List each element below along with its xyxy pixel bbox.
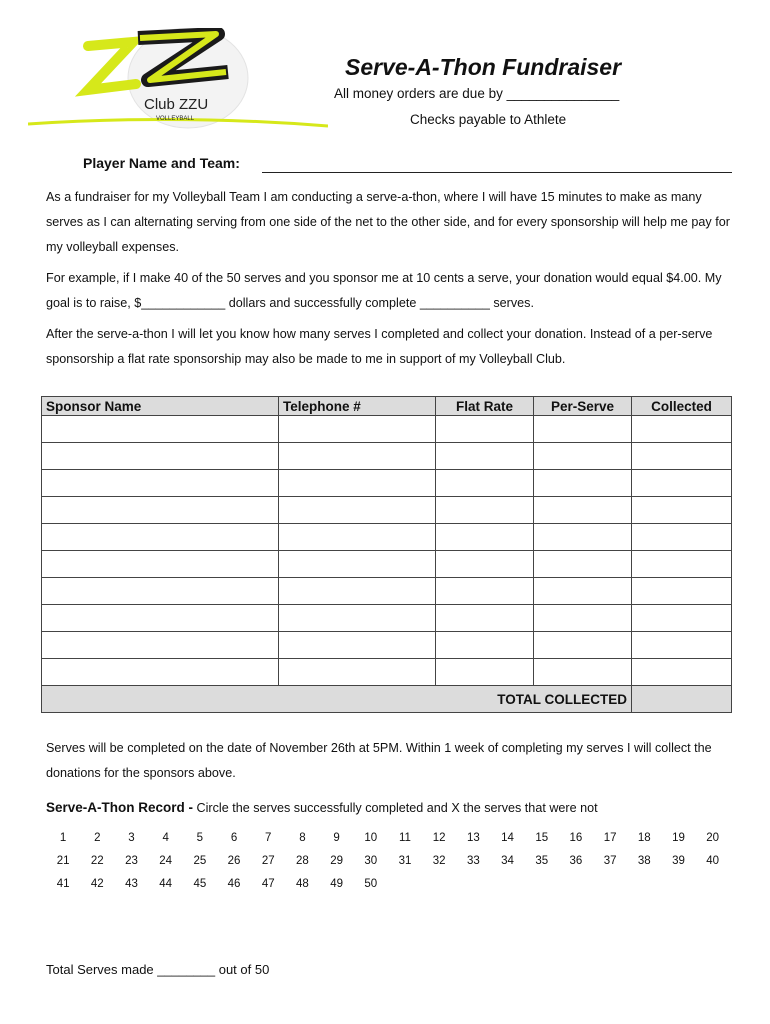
serve-number[interactable]: 26 xyxy=(227,855,241,867)
total-serves-line: Total Serves made ________ out of 50 xyxy=(46,962,270,977)
sponsor-name-cell[interactable] xyxy=(42,578,279,605)
club-zzu-logo xyxy=(28,28,328,130)
collected-cell[interactable] xyxy=(632,605,732,632)
serve-number[interactable]: 42 xyxy=(90,878,104,890)
per-serve-cell[interactable] xyxy=(534,605,632,632)
telephone-cell[interactable] xyxy=(279,470,436,497)
header-collected: Collected xyxy=(632,397,732,416)
record-text: Circle the serves successfully completed and X the serves that were not xyxy=(193,801,598,815)
telephone-cell[interactable] xyxy=(279,578,436,605)
per-serve-cell[interactable] xyxy=(534,632,632,659)
serve-number[interactable]: 11 xyxy=(398,832,411,844)
serve-record-grid xyxy=(46,832,730,901)
table-row xyxy=(42,416,732,443)
serve-number[interactable]: 18 xyxy=(637,832,651,844)
flat-rate-cell[interactable] xyxy=(436,470,534,497)
per-serve-cell[interactable] xyxy=(534,416,632,443)
total-collected-cell[interactable] xyxy=(632,686,732,713)
serve-row xyxy=(46,855,730,878)
serve-row xyxy=(46,832,730,855)
per-serve-cell[interactable] xyxy=(534,578,632,605)
per-serve-cell[interactable] xyxy=(534,443,632,470)
example-paragraph: For example, if I make 40 of the 50 serves and you sponsor me at 10 cents a serve, your donation would equal $4.00. My goal is to raise, $____________ dollars and successfully complete __________ serves. xyxy=(46,271,722,310)
serve-number[interactable]: 27 xyxy=(261,855,275,867)
page-title: Serve-A-Thon Fundraiser xyxy=(345,54,622,80)
sponsor-name-cell[interactable] xyxy=(42,416,279,443)
serve-number[interactable]: 35 xyxy=(535,855,549,867)
telephone-cell[interactable] xyxy=(279,551,436,578)
table-row xyxy=(42,524,732,551)
serve-number[interactable]: 4 xyxy=(162,832,169,844)
player-name-field[interactable] xyxy=(262,172,732,173)
collected-cell[interactable] xyxy=(632,578,732,605)
telephone-cell[interactable] xyxy=(279,416,436,443)
serve-number[interactable]: 30 xyxy=(364,855,378,867)
serve-number[interactable]: 21 xyxy=(56,855,70,867)
flat-rate-cell[interactable] xyxy=(436,416,534,443)
flat-rate-cell[interactable] xyxy=(436,551,534,578)
serve-number[interactable]: 25 xyxy=(193,855,207,867)
serve-number[interactable]: 22 xyxy=(90,855,104,867)
header-telephone: Telephone # xyxy=(279,397,436,416)
sponsor-name-cell[interactable] xyxy=(42,632,279,659)
per-serve-cell[interactable] xyxy=(534,659,632,686)
serve-number[interactable]: 3 xyxy=(128,832,135,844)
serve-number[interactable]: 17 xyxy=(603,832,617,844)
flat-rate-cell[interactable] xyxy=(436,659,534,686)
serve-number[interactable]: 5 xyxy=(196,832,204,844)
intro-paragraph: As a fundraiser for my Volleyball Team I am conducting a serve-a-thon, where I will have 15 minutes to make as many serves as I can alternating serving from one side of the net to the other side, and for every sponsorship will help me pay for my volleyball expenses. xyxy=(46,190,730,254)
completion-paragraph: Serves will be completed on the date of November 26th at 5PM. Within 1 week of completing my serves I will collect the donations for the sponsors above. xyxy=(46,741,712,780)
table-row xyxy=(42,443,732,470)
sponsor-name-cell[interactable] xyxy=(42,443,279,470)
collected-cell[interactable] xyxy=(632,551,732,578)
serve-number[interactable]: 43 xyxy=(125,878,138,890)
collected-cell[interactable] xyxy=(632,470,732,497)
per-serve-cell[interactable] xyxy=(534,524,632,551)
player-name-label: Player Name and Team: xyxy=(83,155,240,171)
logo-subtext: VOLLEYBALL xyxy=(156,116,195,122)
header-per-serve: Per-Serve xyxy=(534,397,632,416)
serve-number[interactable]: 24 xyxy=(159,855,173,867)
per-serve-cell[interactable] xyxy=(534,497,632,524)
sponsor-name-cell[interactable] xyxy=(42,497,279,524)
table-row xyxy=(42,605,732,632)
serve-number[interactable]: 19 xyxy=(672,832,685,844)
collected-cell[interactable] xyxy=(632,659,732,686)
serve-number[interactable]: 32 xyxy=(432,855,446,867)
table-header-row xyxy=(42,397,732,416)
collected-cell[interactable] xyxy=(632,524,732,551)
serve-number[interactable]: 16 xyxy=(569,832,583,844)
collection-paragraph: After the serve-a-thon I will let you know how many serves I completed and collect your donation. Instead of a per-serve sponsorship a flat rate sponsorship may also be made to me in support of my Volleyball Club. xyxy=(46,327,713,366)
telephone-cell[interactable] xyxy=(279,632,436,659)
due-date-line: All money orders are due by _______________ xyxy=(334,86,620,101)
serve-number[interactable]: 8 xyxy=(299,832,306,844)
telephone-cell[interactable] xyxy=(279,524,436,551)
serve-number[interactable]: 28 xyxy=(296,855,309,867)
serve-number[interactable]: 6 xyxy=(230,832,238,844)
serve-number[interactable]: 44 xyxy=(159,878,173,890)
table-row xyxy=(42,578,732,605)
serve-number[interactable]: 1 xyxy=(59,832,67,844)
serve-number[interactable]: 41 xyxy=(56,878,70,890)
telephone-cell[interactable] xyxy=(279,659,436,686)
serve-number[interactable]: 9 xyxy=(333,832,340,844)
serve-number[interactable]: 47 xyxy=(261,878,275,890)
serve-number[interactable]: 13 xyxy=(466,832,480,844)
sponsor-name-cell[interactable] xyxy=(42,524,279,551)
telephone-cell[interactable] xyxy=(279,443,436,470)
collected-cell[interactable] xyxy=(632,632,732,659)
serve-number[interactable]: 15 xyxy=(535,832,549,844)
record-instruction xyxy=(46,795,736,821)
serve-number[interactable]: 48 xyxy=(296,878,309,890)
sponsor-name-cell[interactable] xyxy=(42,659,279,686)
record-label: Serve-A-Thon Record - xyxy=(46,800,194,815)
serve-number[interactable]: 45 xyxy=(193,878,207,890)
table-row xyxy=(42,632,732,659)
per-serve-cell[interactable] xyxy=(534,470,632,497)
serve-number[interactable]: 33 xyxy=(466,855,480,867)
flat-rate-cell[interactable] xyxy=(436,578,534,605)
serve-number[interactable]: 37 xyxy=(603,855,617,867)
serve-number[interactable]: 20 xyxy=(706,832,720,844)
table-row xyxy=(42,497,732,524)
per-serve-cell[interactable] xyxy=(534,551,632,578)
serve-number[interactable]: 40 xyxy=(706,855,720,867)
total-collected-label: TOTAL COLLECTED xyxy=(42,686,632,713)
serve-number[interactable]: 10 xyxy=(364,832,378,844)
serve-number[interactable]: 7 xyxy=(265,832,272,844)
table-row xyxy=(42,551,732,578)
serve-number[interactable]: 36 xyxy=(569,855,583,867)
serve-number[interactable]: 31 xyxy=(398,855,412,867)
telephone-cell[interactable] xyxy=(279,605,436,632)
table-row xyxy=(42,470,732,497)
collected-cell[interactable] xyxy=(632,497,732,524)
serve-number[interactable]: 2 xyxy=(94,832,101,844)
serve-row xyxy=(46,878,730,901)
serve-number[interactable]: 12 xyxy=(432,832,446,844)
flat-rate-cell[interactable] xyxy=(436,632,534,659)
header-flat-rate: Flat Rate xyxy=(436,397,534,416)
collected-cell[interactable] xyxy=(632,416,732,443)
serve-number[interactable]: 23 xyxy=(125,855,138,867)
payable-line: Checks payable to Athlete xyxy=(410,112,567,127)
serve-number[interactable]: 46 xyxy=(227,878,241,890)
total-row xyxy=(42,686,732,713)
serve-number[interactable]: 39 xyxy=(672,855,685,867)
logo-text: Club ZZU xyxy=(144,96,209,113)
header-sponsor-name: Sponsor Name xyxy=(42,397,279,416)
telephone-cell[interactable] xyxy=(279,497,436,524)
serve-number[interactable]: 34 xyxy=(501,855,514,867)
sponsor-name-cell[interactable] xyxy=(42,551,279,578)
flat-rate-cell[interactable] xyxy=(436,524,534,551)
serve-number[interactable]: 49 xyxy=(330,878,343,890)
sponsor-name-cell[interactable] xyxy=(42,470,279,497)
sponsor-name-cell[interactable] xyxy=(42,605,279,632)
serve-number[interactable]: 29 xyxy=(330,855,343,867)
flat-rate-cell[interactable] xyxy=(436,605,534,632)
flat-rate-cell[interactable] xyxy=(436,443,534,470)
flat-rate-cell[interactable] xyxy=(436,497,534,524)
table-row xyxy=(42,659,732,686)
collected-cell[interactable] xyxy=(632,443,732,470)
serve-number[interactable]: 14 xyxy=(501,832,514,844)
serve-number[interactable]: 38 xyxy=(637,855,651,867)
serve-number[interactable]: 50 xyxy=(364,878,378,890)
sponsor-table xyxy=(41,396,732,713)
